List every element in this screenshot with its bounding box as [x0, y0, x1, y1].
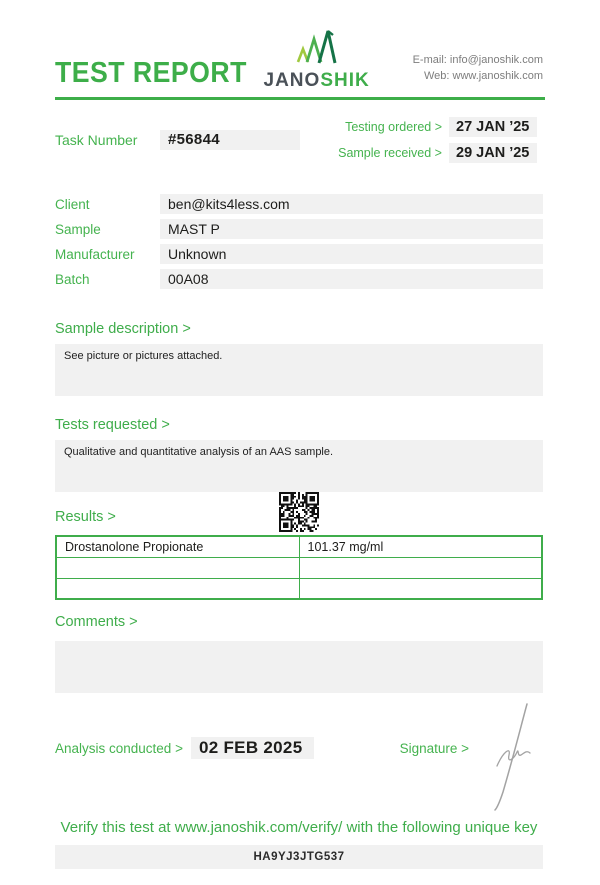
- manufacturer-value: Unknown: [160, 244, 543, 264]
- info-row-batch: [55, 269, 543, 289]
- tests-requested-section: [55, 416, 543, 492]
- sample-received-label: Sample received >: [338, 145, 442, 160]
- client-info-section: [55, 194, 543, 289]
- analysis-row: [55, 737, 543, 759]
- info-row-manufacturer: [55, 244, 543, 264]
- batch-label: Batch: [55, 271, 90, 287]
- testing-ordered-value: 27 JAN ’25: [449, 117, 537, 137]
- contact-web: Web: www.janoshik.com: [423, 70, 543, 82]
- header-divider: [55, 97, 545, 100]
- sample-description-section: [55, 320, 543, 396]
- tests-requested-heading: Tests requested >: [55, 417, 170, 433]
- analysis-conducted-value: 02 FEB 2025: [191, 737, 314, 759]
- report-header: [0, 0, 600, 91]
- signature-label: Signature >: [399, 740, 469, 756]
- contact-email: E-mail: info@janoshik.com: [412, 54, 543, 66]
- sample-value: MAST P: [160, 219, 543, 239]
- task-section: [55, 116, 543, 163]
- logo-text-primary: JANO: [263, 70, 321, 91]
- table-row: [56, 536, 542, 557]
- client-label: Client: [55, 196, 90, 212]
- results-table: [55, 535, 543, 600]
- sample-description-heading: Sample description >: [55, 321, 191, 337]
- sample-received-value: 29 JAN ’25: [449, 143, 537, 163]
- batch-value: 00A08: [160, 269, 543, 289]
- contact-info: [370, 52, 543, 90]
- manufacturer-label: Manufacturer: [55, 246, 135, 262]
- comments-box: [55, 641, 543, 693]
- task-number-label: Task Number: [55, 131, 138, 148]
- testing-ordered-label: Testing ordered >: [345, 119, 442, 134]
- verify-text: Verify this test at www.janoshik.com/verify/ with the following unique key: [60, 819, 538, 836]
- logo-wordmark: [264, 71, 370, 90]
- table-row: [56, 557, 542, 578]
- comments-section: [55, 613, 543, 693]
- sample-description-box: See picture or pictures attached.: [55, 344, 543, 396]
- client-value: ben@kits4less.com: [160, 194, 543, 214]
- info-row-client: [55, 194, 543, 214]
- janoshik-logo: [264, 28, 370, 90]
- contact-web-value: www.janoshik.com: [452, 70, 543, 82]
- sample-label: Sample: [55, 221, 101, 237]
- chart-growth-icon: [291, 28, 343, 69]
- tests-requested-box: Qualitative and quantitative analysis of an AAS sample.: [55, 440, 543, 492]
- unique-key: HA9YJ3JTG537: [55, 845, 543, 869]
- table-row: [56, 578, 542, 599]
- analysis-conducted-label: Analysis conducted >: [55, 740, 183, 756]
- comments-heading: Comments >: [55, 614, 138, 630]
- logo-text-secondary: SHIK: [320, 70, 370, 91]
- contact-email-value: info@janoshik.com: [449, 54, 543, 66]
- info-row-sample: [55, 219, 543, 239]
- results-section-head: [55, 492, 543, 535]
- result-concentration: 101.37 mg/ml: [299, 536, 542, 557]
- task-number-value: #56844: [160, 130, 300, 150]
- page-title: TEST REPORT: [55, 57, 247, 89]
- result-substance: Drostanolone Propionate: [56, 536, 299, 557]
- qr-code: [279, 492, 319, 532]
- results-heading: Results >: [55, 509, 116, 525]
- handwritten-signature: [483, 700, 533, 812]
